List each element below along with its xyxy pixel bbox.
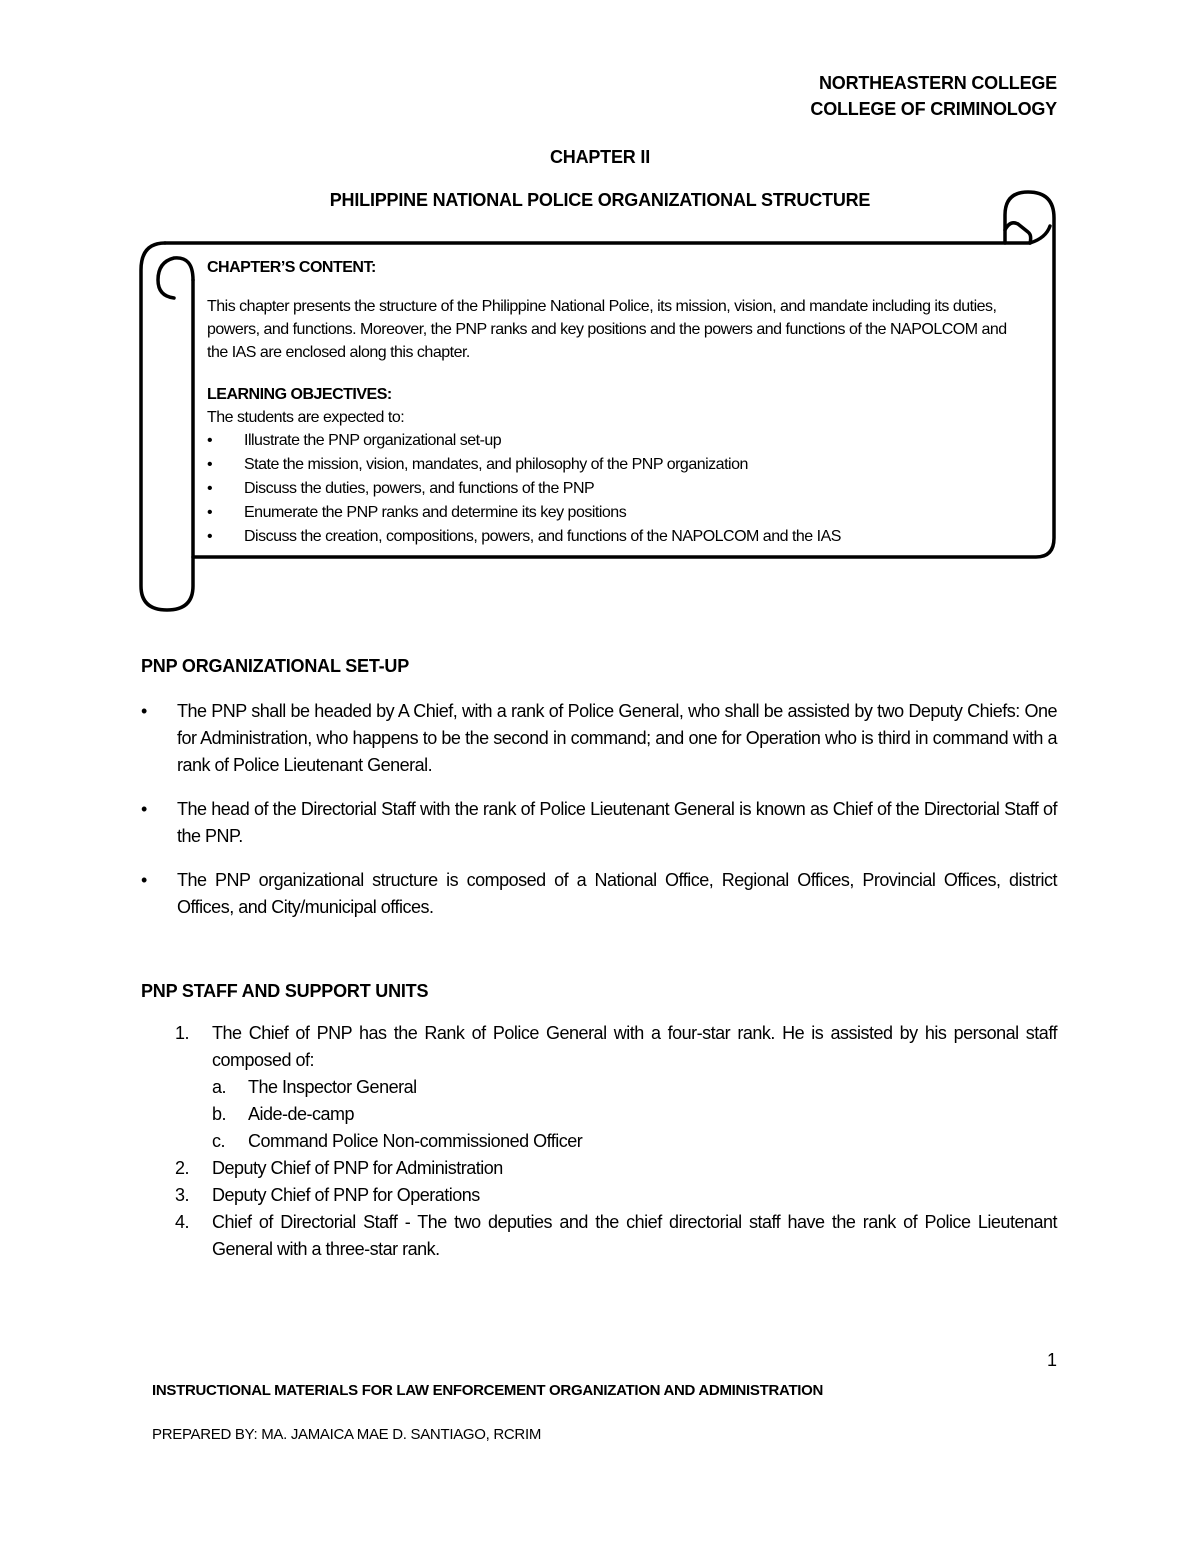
scroll-left-curl	[158, 258, 193, 298]
objective-item	[207, 525, 1007, 549]
organizational-setup-list	[141, 698, 1057, 938]
chapter-content-body: This chapter presents the structure of the Philippine National Police, its mission, vision, and mandate including its duties, powers, and functions. Moreover, the PNP ranks and key positions and the powers and functions of the NAPOLCOM and the IAS are enclosed along this chapter.	[207, 298, 1007, 361]
objective-item	[207, 453, 1007, 477]
chapter-title: PHILIPPINE NATIONAL POLICE ORGANIZATIONAL STRUCTURE	[329, 190, 871, 210]
sub-item	[212, 1101, 1057, 1128]
setup-bullet-text: The PNP shall be headed by A Chief, with a rank of Police General, who shall be assisted by two Deputy Chiefs: One for Administration, who happens to be the second in command; and one for Operation who is third in command with a rank of Police Lieutenant General.	[177, 701, 1057, 775]
setup-bullet-item	[141, 867, 1057, 921]
sub-item-text: The Inspector General	[248, 1077, 417, 1097]
setup-bullet-item	[141, 698, 1057, 779]
section-heading-staff-support-units: PNP STAFF AND SUPPORT UNITS	[141, 981, 429, 1001]
item-text: Deputy Chief of PNP for Administration	[212, 1158, 503, 1178]
objective-text: Enumerate the PNP ranks and determine its key positions	[244, 504, 627, 521]
learning-objectives-intro: The students are expected to:	[207, 409, 405, 426]
department-name: COLLEGE OF CRIMINOLOGY	[810, 99, 1057, 119]
learning-objectives-list	[207, 429, 1007, 549]
bullet-icon: •	[141, 870, 147, 890]
staff-support-list	[175, 1020, 1057, 1263]
learning-objectives-heading: LEARNING OBJECTIVES:	[207, 386, 392, 403]
objective-text: State the mission, vision, mandates, and philosophy of the PNP organization	[244, 456, 748, 473]
sub-item-text: Command Police Non-commissioned Officer	[248, 1131, 583, 1151]
sub-item-letter: b.	[212, 1104, 227, 1124]
numbered-item	[175, 1182, 1057, 1209]
scroll-right-curl	[1005, 223, 1031, 243]
numbered-item	[175, 1020, 1057, 1155]
setup-bullet-item	[141, 796, 1057, 850]
item-number: 3.	[175, 1185, 190, 1205]
sub-item-text: Aide-de-camp	[248, 1104, 355, 1124]
footer-prepared-by: PREPARED BY: MA. JAMAICA MAE D. SANTIAGO, RCRIM	[152, 1426, 542, 1443]
bullet-icon: •	[141, 701, 147, 721]
sub-item	[212, 1074, 1057, 1101]
sub-item-letter: c.	[212, 1131, 226, 1151]
bullet-icon: •	[141, 799, 147, 819]
objective-text: Illustrate the PNP organizational set-up	[244, 432, 502, 449]
numbered-item	[175, 1155, 1057, 1182]
setup-bullet-text: The PNP organizational structure is composed of a National Office, Regional Offices, Provincial Offices, district Offices, and City/municipal offices.	[177, 870, 1057, 917]
sub-item	[212, 1128, 1057, 1155]
item-text: Deputy Chief of PNP for Operations	[212, 1185, 480, 1205]
objective-text: Discuss the duties, powers, and functions of the PNP	[244, 480, 595, 497]
bullet-icon: •	[207, 528, 213, 545]
chapter-content-heading: CHAPTER’S CONTENT:	[207, 259, 376, 276]
numbered-item	[175, 1209, 1057, 1263]
bullet-icon: •	[207, 480, 213, 497]
objective-text: Discuss the creation, compositions, powers, and functions of the NAPOLCOM and the IAS	[244, 528, 841, 545]
item-number: 2.	[175, 1158, 190, 1178]
chapter-number: CHAPTER II	[549, 147, 650, 167]
item-number: 1.	[175, 1023, 190, 1043]
item-text: The Chief of PNP has the Rank of Police General with a four-star rank. He is assisted by his personal staff composed of:	[212, 1023, 1057, 1070]
item-text: Chief of Directorial Staff - The two deputies and the chief directorial staff have the rank of Police Lieutenant General with a three-star rank.	[212, 1212, 1057, 1259]
item-number: 4.	[175, 1212, 190, 1232]
objective-item	[207, 501, 1007, 525]
footer-title: INSTRUCTIONAL MATERIALS FOR LAW ENFORCEMENT ORGANIZATION AND ADMINISTRATION	[152, 1382, 824, 1399]
objective-item	[207, 477, 1007, 501]
setup-bullet-text: The head of the Directorial Staff with the rank of Police Lieutenant General is known as Chief of the Directorial Staff of the PNP.	[177, 799, 1057, 846]
scroll-right-curl-tail	[1030, 226, 1050, 243]
chapter-content-box	[207, 256, 1007, 549]
bullet-icon: •	[207, 456, 213, 473]
bullet-icon: •	[207, 504, 213, 521]
section-heading-organizational-setup: PNP ORGANIZATIONAL SET-UP	[141, 656, 410, 676]
page-number: 1	[1046, 1350, 1057, 1370]
objective-item	[207, 429, 1007, 453]
college-name: NORTHEASTERN COLLEGE	[818, 73, 1057, 93]
sub-item-letter: a.	[212, 1077, 227, 1097]
bullet-icon: •	[207, 432, 213, 449]
